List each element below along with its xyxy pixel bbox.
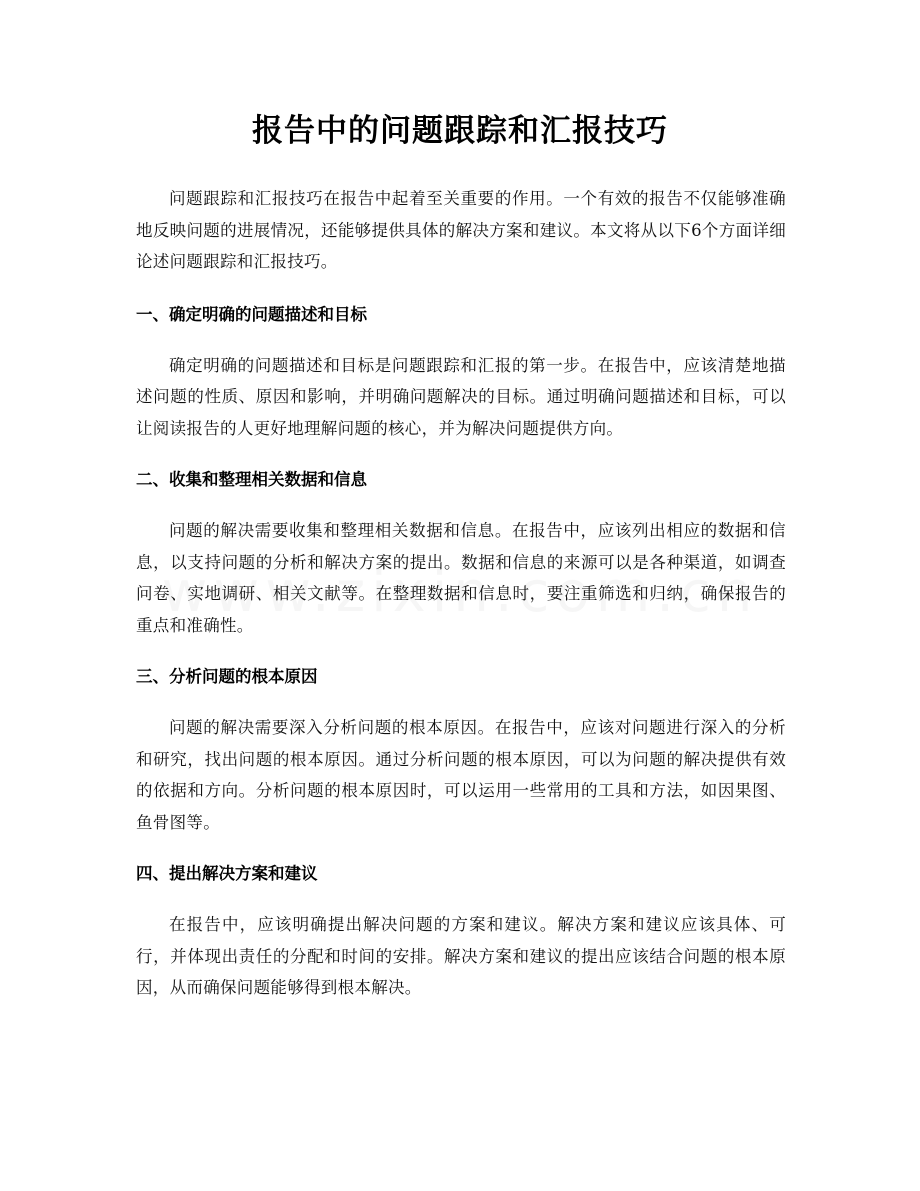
section-heading-2: 二、收集和整理相关数据和信息	[136, 470, 367, 489]
document-body	[136, 183, 786, 1025]
section-paragraph-4: 在报告中，应该明确提出解决问题的方案和建议。解决方案和建议应该具体、可行，并体现出责任的分配和时间的安排。解决方案和建议的提出应该结合问题的根本原因，从而确保问题能够得到根本解决。	[136, 915, 786, 997]
section-heading-1: 一、确定明确的问题描述和目标	[136, 304, 367, 324]
section-heading-3: 三、分析问题的根本原因	[136, 667, 318, 686]
section-paragraph-1: 确定明确的问题描述和目标是问题跟踪和汇报的第一步。在报告中，应该清楚地描述问题的性质、原因和影响，并明确问题解决的目标。通过明确问题描述和目标，可以让阅读报告的人更好地理解问题的核心，并为解决问题提供方向。	[136, 355, 786, 438]
section-heading-4: 四、提出解决方案和建议	[136, 864, 318, 883]
document-title: 报告中的问题跟踪和汇报技巧	[252, 113, 668, 149]
intro-paragraph: 问题跟踪和汇报技巧在报告中起着至关重要的作用。一个有效的报告不仅能够准确地反映问题的进展情况，还能够提供具体的解决方案和建议。本文将从以下6个方面详细论述问题跟踪和汇报技巧。	[136, 189, 786, 271]
section-paragraph-3: 问题的解决需要深入分析问题的根本原因。在报告中，应该对问题进行深入的分析和研究，找出问题的根本原因。通过分析问题的根本原因，可以为问题的解决提供有效的依据和方向。分析问题的根本原因时，可以运用一些常用的工具和方法，如因果图、鱼骨图等。	[136, 718, 786, 832]
section-paragraph-2: 问题的解决需要收集和整理相关数据和信息。在报告中，应该列出相应的数据和信息，以支持问题的分析和解决方案的提出。数据和信息的来源可以是各种渠道，如调查问卷、实地调研、相关文献等。在整理数据和信息时，要注重筛选和归纳，确保报告的重点和准确性。	[136, 521, 786, 635]
